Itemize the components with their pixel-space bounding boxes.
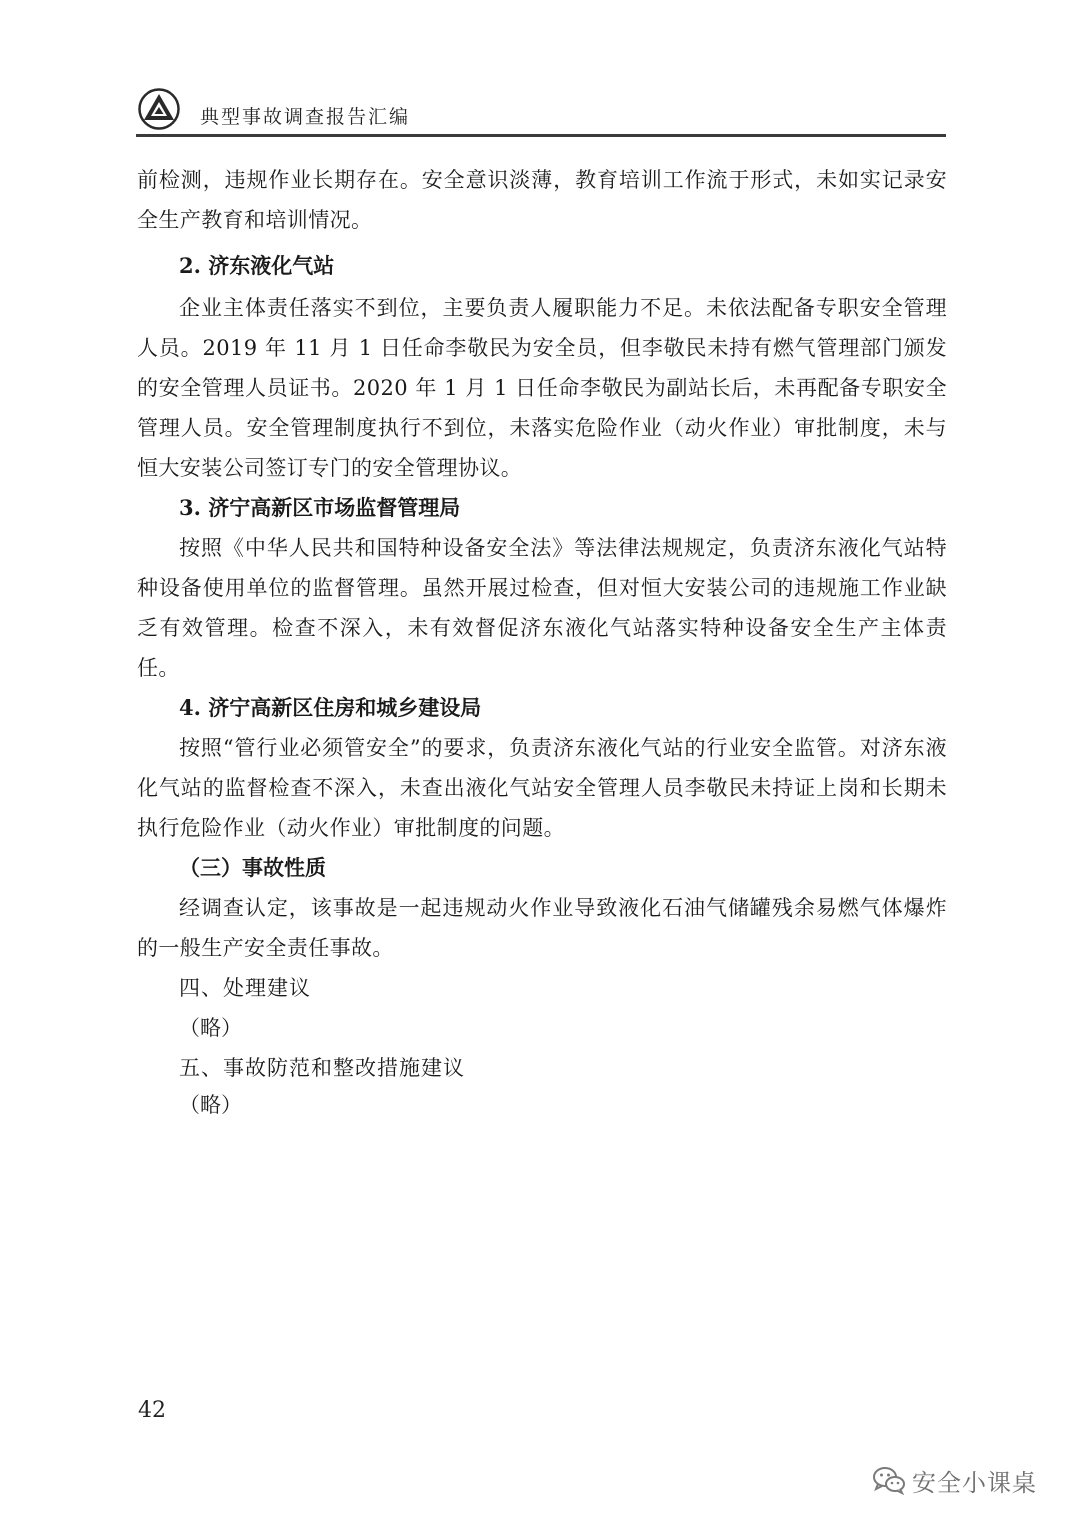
section-heading: 五、事故防范和整改措施建议 bbox=[179, 1056, 465, 1080]
section-heading: 2. 济东液化气站 bbox=[179, 253, 335, 278]
triangle-logo-icon bbox=[136, 88, 182, 130]
section-heading: 4. 济宁高新区住房和城乡建设局 bbox=[179, 695, 482, 720]
paragraph: （略） bbox=[179, 1093, 242, 1117]
watermark bbox=[872, 1462, 1037, 1498]
section-heading: （三）事故性质 bbox=[179, 855, 326, 880]
section-heading: 3. 济宁高新区市场监督管理局 bbox=[179, 495, 461, 520]
paragraph: 按照《中华人民共和国特种设备安全法》等法律法规规定，负责济东液化气站特种设备使用单位的监督管理。虽然开展过检查，但对恒大安装公司的违规施工作业缺乏有效管理。检查不深入，未有效督促济东液化气站落实特种设备安全生产主体责任。 bbox=[137, 536, 947, 680]
page-number: 42 bbox=[138, 1398, 166, 1423]
paragraph: 按照“管行业必须管安全”的要求，负责济东液化气站的行业安全监管。对济东液化气站的监督检查不深入，未查出液化气站安全管理人员李敬民未持证上岗和长期未执行危险作业（动火作业）审批制度的问题。 bbox=[137, 736, 947, 840]
document-body bbox=[137, 160, 947, 1120]
paragraph: 经调查认定，该事故是一起违规动火作业导致液化石油气储罐残余易燃气体爆炸的一般生产安全责任事故。 bbox=[137, 896, 947, 960]
watermark-text: 安全小课桌 bbox=[912, 1468, 1037, 1497]
section-heading: 四、处理建议 bbox=[179, 976, 311, 1000]
header-rule bbox=[136, 134, 946, 137]
paragraph: （略） bbox=[179, 1016, 242, 1040]
page-header bbox=[136, 84, 946, 136]
wechat-icon bbox=[872, 1465, 906, 1495]
paragraph: 企业主体责任落实不到位，主要负责人履职能力不足。未依法配备专职安全管理人员。2019 年 11 月 1 日任命李敬民为安全员，但李敬民未持有燃气管理部门颁发的安全管理人员证书。2020 年 1 月 1 日任命李敬民为副站长后，未再配备专职安全管理人员。安全管理制度执行不到位，未落实危险作业（动火作业）审批制度，未与恒大安装公司签订专门的安全管理协议。 bbox=[137, 296, 947, 480]
paragraph: 前检测，违规作业长期存在。安全意识淡薄，教育培训工作流于形式，未如实记录安全生产教育和培训情况。 bbox=[137, 168, 947, 232]
header-title: 典型事故调查报告汇编 bbox=[200, 106, 411, 128]
